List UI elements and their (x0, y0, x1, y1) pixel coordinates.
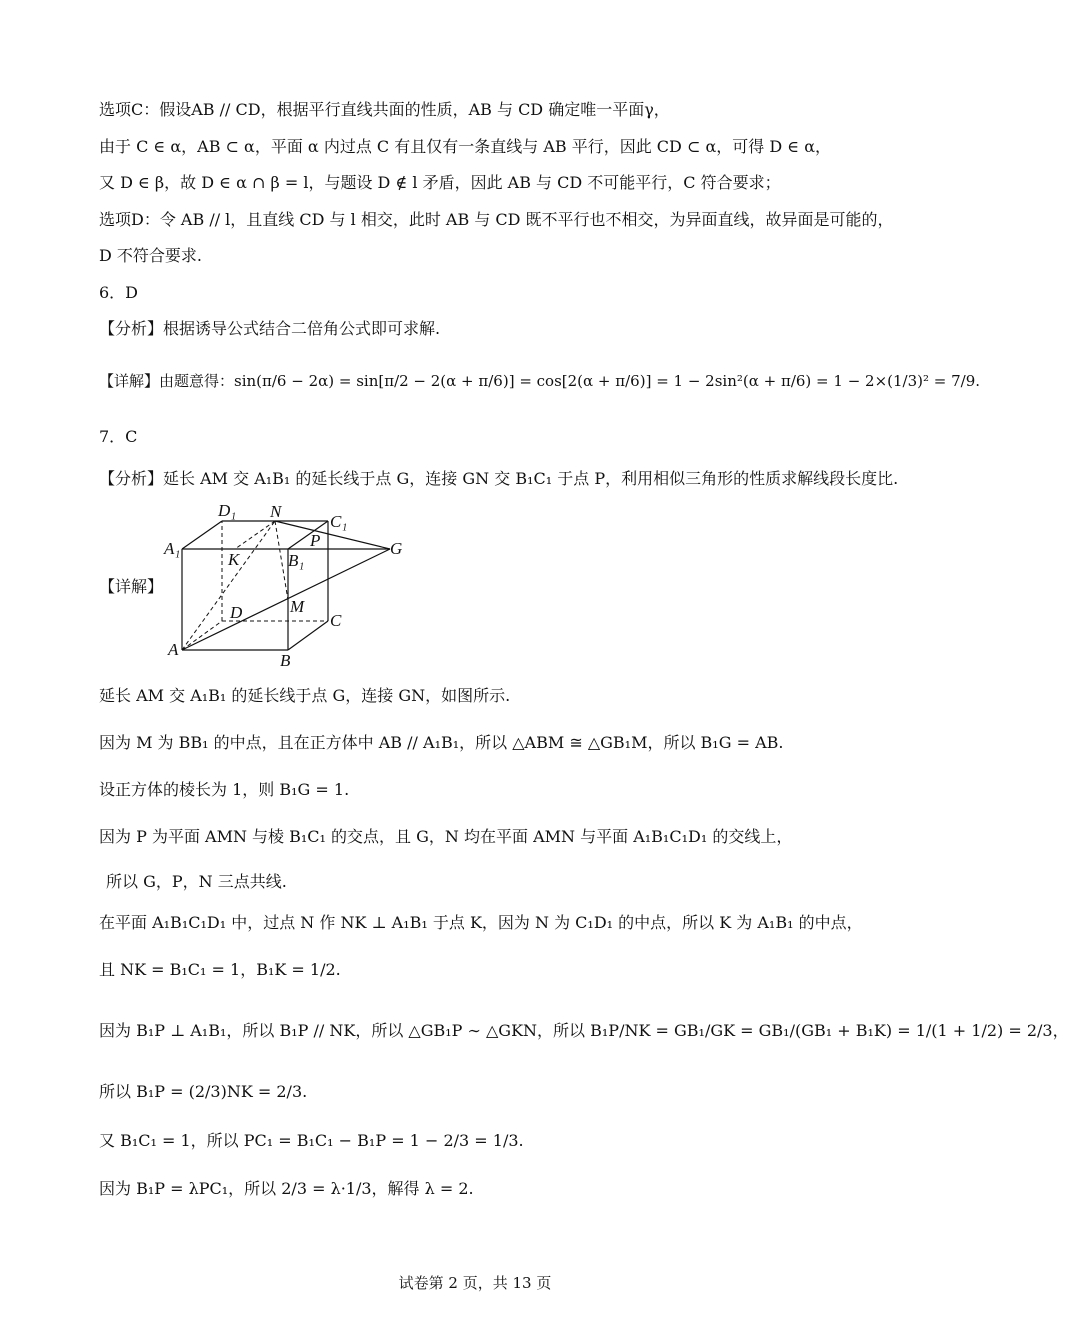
answer-6: 6．D (99, 283, 139, 302)
cube-figure (160, 500, 410, 670)
label-C: C (330, 611, 342, 630)
line-pc1: 又 B₁C₁ = 1，所以 PC₁ = B₁C₁ − B₁P = 1 − 2/3 = 1/3. (99, 1131, 524, 1150)
label-G: G (390, 539, 403, 558)
edge-B-C (288, 621, 328, 650)
detail-7-caption: 【详解】 (99, 577, 164, 596)
label-N: N (270, 502, 282, 521)
line-3: 又 D ∈ β，故 D ∈ α ∩ β = l，与题设 D ∉ l 矛盾，因此 AB 与 CD 不可能平行，C 符合要求； (99, 173, 781, 192)
label-C1: C₁ (330, 512, 348, 531)
label-K: K (228, 550, 240, 569)
line-A-G (182, 549, 390, 650)
line-edge-length: 设正方体的棱长为 1，则 B₁G = 1. (99, 780, 350, 799)
label-D1: D₁ (218, 501, 237, 520)
label-B1: B₁ (288, 551, 305, 570)
label-M: M (290, 597, 305, 616)
edge-A1-D1 (182, 521, 222, 549)
line-5: D 不符合要求. (99, 246, 203, 265)
line-A-N (182, 521, 275, 650)
analysis-7: 【分析】延长 AM 交 A₁B₁ 的延长线于点 G，连接 GN 交 B₁C₁ 于点 P，利用相似三角形的性质求解线段长度比. (99, 469, 899, 488)
label-A: A (168, 640, 179, 659)
line-N-M (275, 521, 288, 600)
line-midpoint: 因为 M 为 BB₁ 的中点，且在正方体中 AB // A₁B₁，所以 △ABM ≅ △GB₁M，所以 B₁G = AB. (99, 733, 784, 752)
line-4: 选项D：令 AB // l，且直线 CD 与 l 相交，此时 AB 与 CD 既不平行也不相交，为异面直线，故异面是可能的， (99, 210, 894, 229)
analysis-6: 【分析】根据诱导公式结合二倍角公式即可求解. (99, 319, 441, 338)
line-nk: 且 NK = B₁C₁ = 1，B₁K = 1/2. (99, 960, 341, 979)
line-collinear: 所以 G，P，N 三点共线. (106, 872, 287, 891)
line-N-K (235, 521, 275, 549)
line-2: 由于 C ∈ α，AB ⊂ α，平面 α 内过点 C 有且仅有一条直线与 AB 平行，因此 CD ⊂ α，可得 D ∈ α， (99, 137, 831, 156)
label-B: B (280, 651, 291, 670)
line-intersection: 因为 P 为平面 AMN 与棱 B₁C₁ 的交点，且 G，N 均在平面 AMN 与平面 A₁B₁C₁D₁ 的交线上， (99, 827, 793, 846)
line-perpendicular: 在平面 A₁B₁C₁D₁ 中，过点 N 作 NK ⊥ A₁B₁ 于点 K，因为 N 为 C₁D₁ 的中点，所以 K 为 A₁B₁ 的中点， (99, 913, 863, 932)
page-footer: 试卷第 2 页，共 13 页 (398, 1274, 552, 1292)
line-similar: 因为 B₁P ⊥ A₁B₁，所以 B₁P // NK，所以 △GB₁P ∼ △GKN，所以 B₁P/NK = GB₁/GK = GB₁/(GB₁ + B₁K) = 1/(1 + 1/2) = 2/3， (99, 1021, 1069, 1040)
answer-7: 7．C (99, 427, 138, 446)
label-A1: A₁ (164, 539, 181, 558)
line-1: 选项C：假设AB // CD，根据平行直线共面的性质，AB 与 CD 确定唯一平面γ， (99, 100, 670, 119)
line-extend: 延长 AM 交 A₁B₁ 的延长线于点 G，连接 GN，如图所示. (99, 686, 511, 705)
edge-A-D (182, 621, 222, 650)
detail-6: 【详解】由题意得：sin(π/6 − 2α) = sin[π/2 − 2(α + π/6)] = cos[2(α + π/6)] = 1 − 2sin²(α + π/6) = 1 − 2×(1/3)² = 7/9. (99, 372, 981, 390)
line-lambda: 因为 B₁P = λPC₁，所以 2/3 = λ·1/3，解得 λ = 2. (99, 1179, 474, 1198)
line-b1p: 所以 B₁P = (2/3)NK = 2/3. (99, 1082, 308, 1101)
label-D: D (230, 603, 243, 622)
label-P: P (310, 531, 321, 550)
